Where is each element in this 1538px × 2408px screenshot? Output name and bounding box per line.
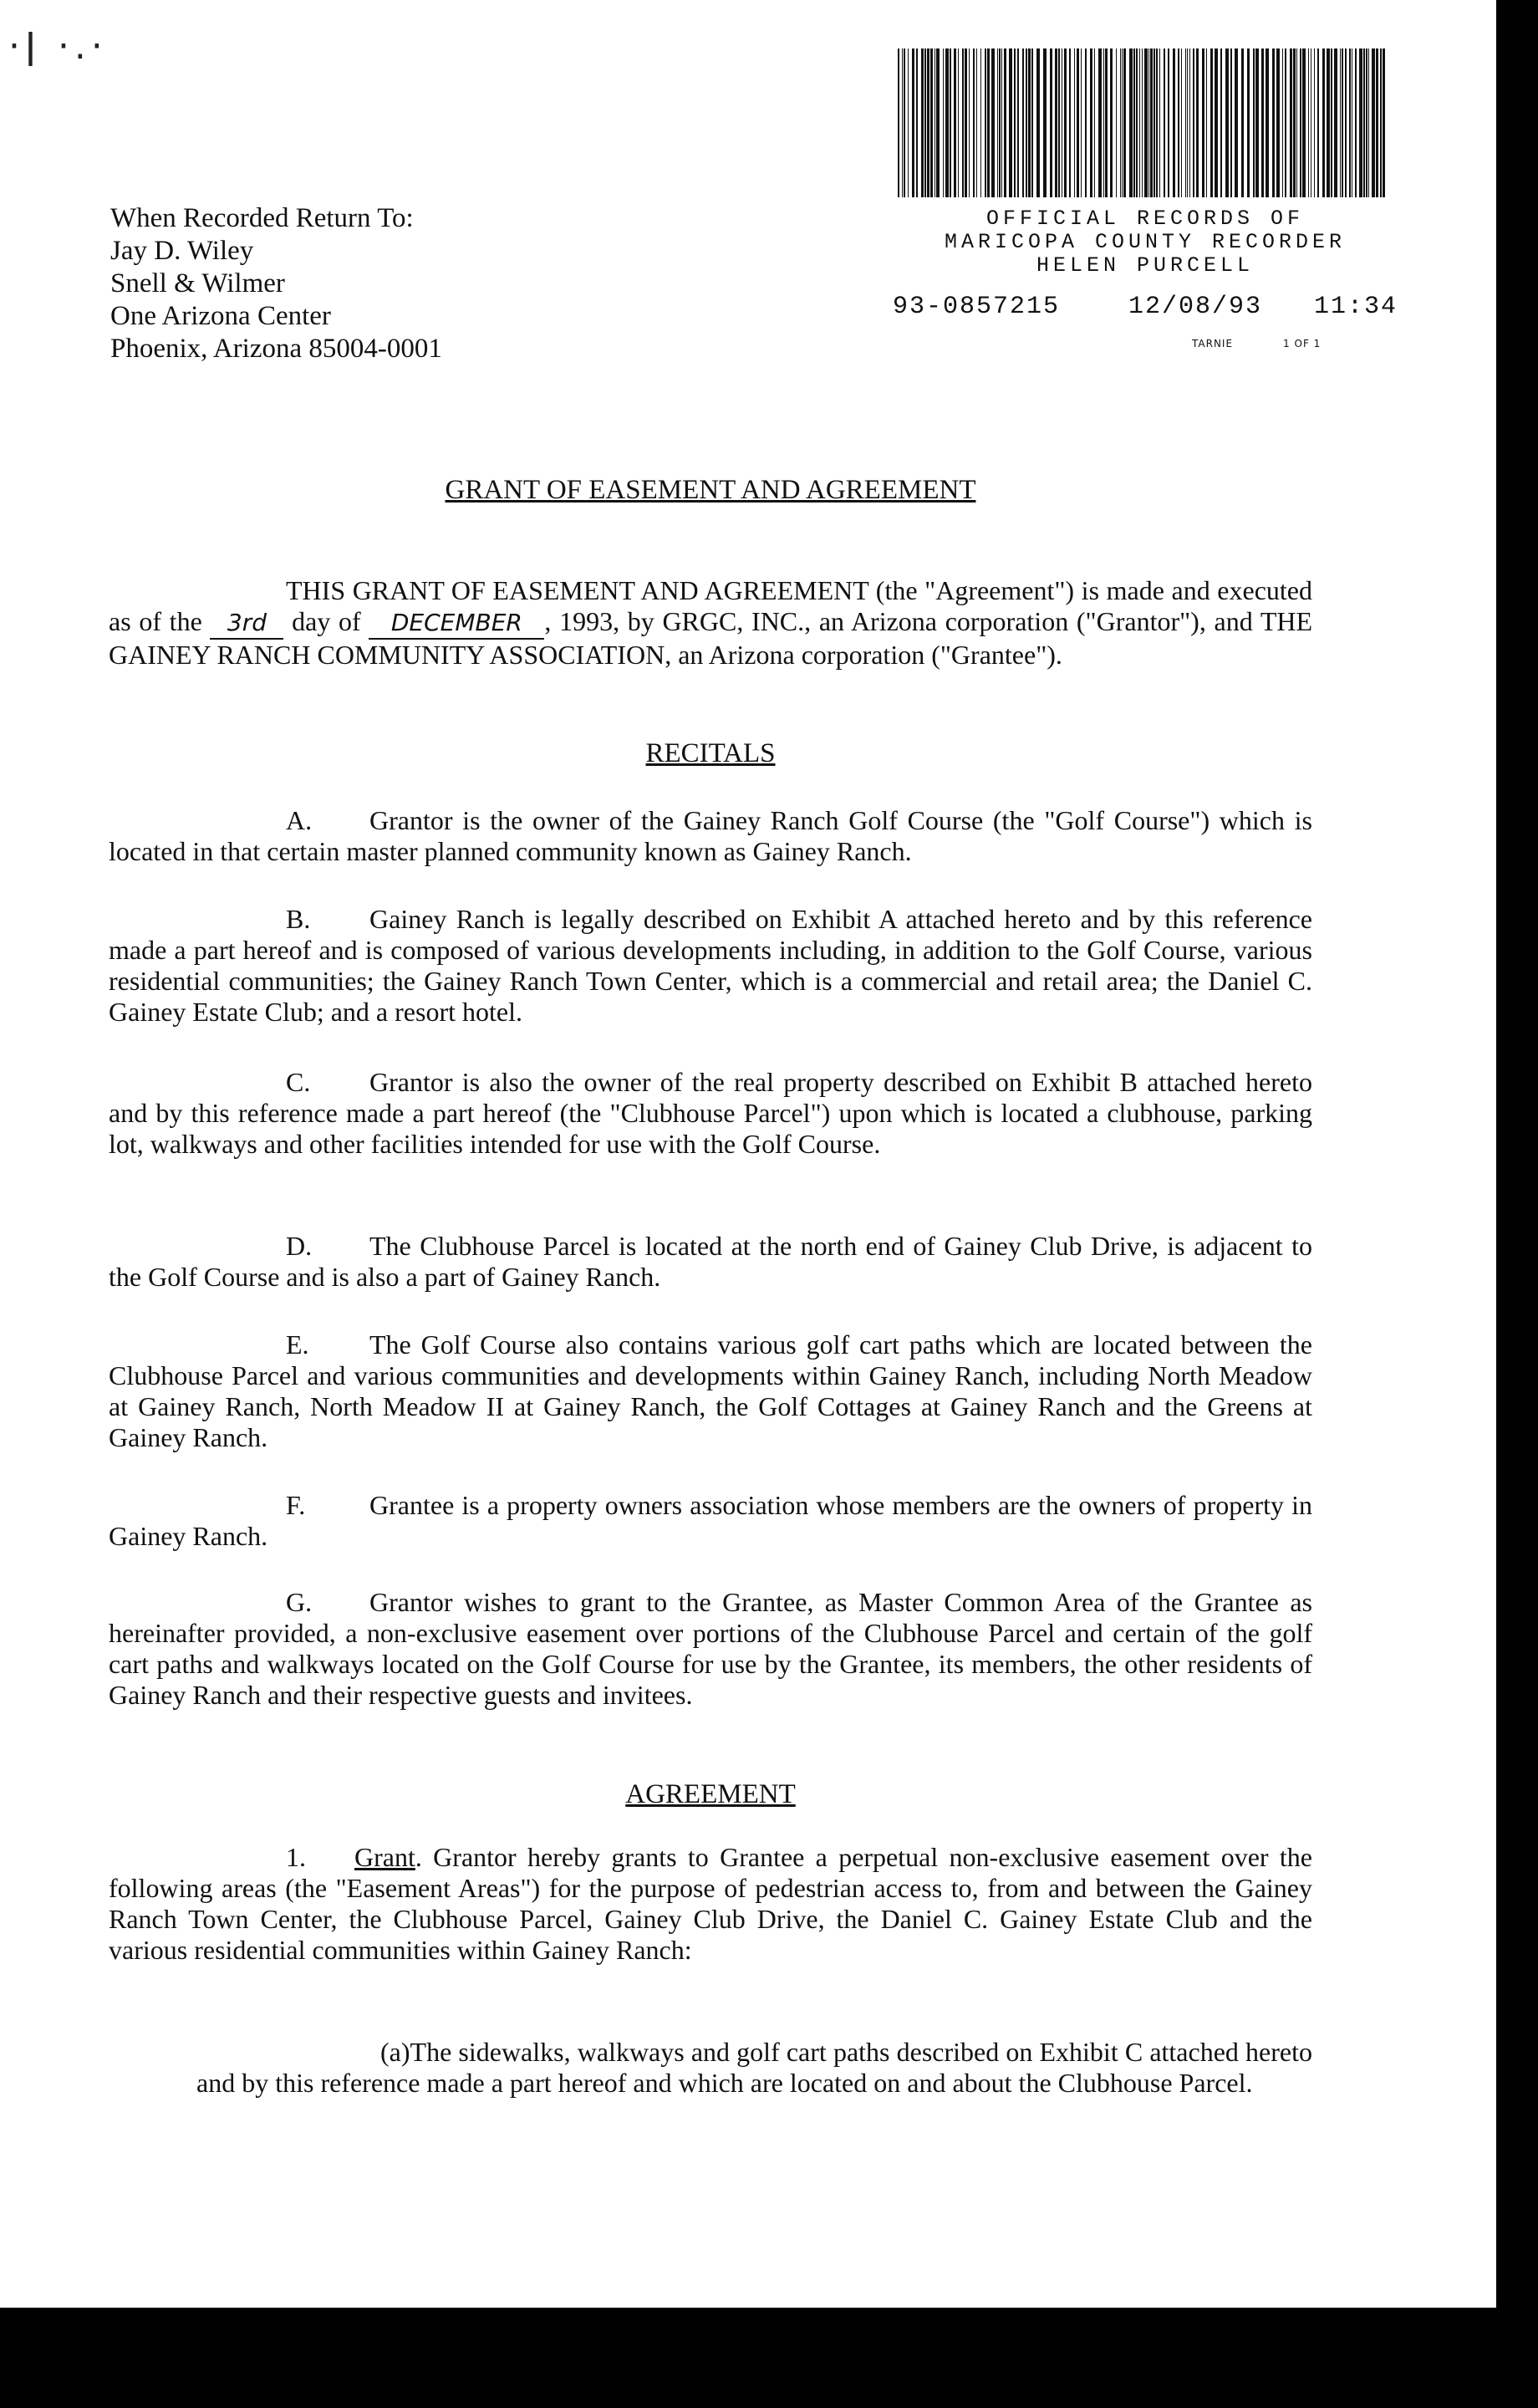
intro-text-1: THIS GRANT OF EASEMENT AND AGREEMENT (the "Agreement") is made and executed as of the xyxy=(109,575,1312,636)
recital-text: Grantor is also the owner of the real property described on Exhibit B attached hereto and by this reference made a part hereof (the "Clubhouse Parcel") upon which is located a clubhouse, parking lot, walkways and other facilities intended for use with the Golf Course. xyxy=(109,1067,1312,1159)
recital-text: The Clubhouse Parcel is located at the north end of Gainey Club Drive, is adjacent to the Golf Course and is also a part of Gainey Ranch. xyxy=(109,1231,1312,1292)
recital-f xyxy=(109,1490,1312,1552)
handwritten-day: 3rd xyxy=(210,607,283,640)
recital-label: F. xyxy=(286,1490,306,1520)
recorder-line: MARICOPA COUNTY RECORDER xyxy=(944,230,1347,254)
section-text: . Grantor hereby grants to Grantee a perpetual non-exclusive easement over the following areas (the "Easement Areas") for the purpose of pedestrian access to, from and between the Gainey Ranch Town Center, the Clubhouse Parcel, Gainey Club Drive, the Daniel C. Gainey Estate Club and the various residential communities within Gainey Ranch: xyxy=(109,1842,1312,1965)
recorder-footer xyxy=(1192,338,1371,349)
scan-border-right xyxy=(1496,0,1538,2408)
recording-time: 11:34 xyxy=(1314,293,1398,321)
recital-text: The Golf Course also contains various golf cart paths which are located between the Clubhouse Parcel and various communities and developments within Gainey Ranch, including North Meadow at Gainey Ranch, North Meadow II at Gainey Ranch, the Golf Cottages at Gainey Ranch and the Greens at Gainey Ranch. xyxy=(109,1329,1312,1452)
handwritten-month: DECEMBER xyxy=(369,607,544,640)
recitals-heading: RECITALS xyxy=(645,738,776,768)
intro-text-3: , 1993, by GRGC, INC., an Arizona corporation ("Grantor"), and THE GAINEY RANCH COMMUNITY ASSOCIATION, an Arizona corporation ("Grantee"). xyxy=(109,606,1313,670)
recital-e xyxy=(109,1329,1312,1453)
recital-b xyxy=(109,904,1312,1028)
subsection-label: (a) xyxy=(380,2037,410,2067)
recital-d xyxy=(109,1231,1312,1293)
recorder-page-count: 1 OF 1 xyxy=(1283,338,1322,349)
recital-c xyxy=(109,1067,1312,1160)
recording-date: 12/08/93 xyxy=(1128,293,1263,321)
recital-label: B. xyxy=(286,904,311,934)
return-to-line: One Arizona Center xyxy=(110,301,331,331)
recorder-clerk: TARNIE xyxy=(1192,338,1234,349)
recital-text: Grantee is a property owners association whose members are the owners of property in Gainey Ranch. xyxy=(109,1490,1312,1551)
return-to-line: Snell & Wilmer xyxy=(110,268,285,298)
recital-label: G. xyxy=(286,1587,313,1617)
scan-border-bottom xyxy=(0,2308,1538,2408)
section-heading: Grant xyxy=(354,1842,415,1872)
recorder-line: HELEN PURCELL xyxy=(1036,253,1255,278)
subsection-text: The sidewalks, walkways and golf cart paths described on Exhibit C attached hereto and by this reference made a part hereof and which are located on and about the Clubhouse Parcel. xyxy=(196,2037,1312,2098)
recital-a xyxy=(109,805,1312,867)
recorder-stamp xyxy=(886,207,1404,278)
recital-label: A. xyxy=(286,805,313,835)
recorder-line: OFFICIAL RECORDS OF xyxy=(985,207,1305,231)
barcode xyxy=(894,48,1388,197)
recital-text: Grantor is the owner of the Gainey Ranch Golf Course (the "Golf Course") which is located in that certain master planned community known as Gainey Ranch. xyxy=(109,805,1312,866)
recital-text: Grantor wishes to grant to the Grantee, as Master Common Area of the Grantee as hereinafter provided, a non-exclusive easement over portions of the Clubhouse Parcel and certain of the golf cart paths and walkways located on the Golf Course for use by the Grantee, its members, the other residents of Gainey Ranch and their respective guests and invitees. xyxy=(109,1587,1312,1710)
section-number: 1. xyxy=(286,1842,306,1872)
section-1 xyxy=(109,1842,1312,1966)
intro-text-2: day of xyxy=(283,606,369,636)
scan-specks: ·ǀ ·.· xyxy=(8,25,108,68)
recital-text: Gainey Ranch is legally described on Exhibit A attached hereto and by this reference made a part hereof and is composed of various developments including, in addition to the Golf Course, various residential communities; the Gainey Ranch Town Center, which is a commercial and retail area; the Daniel C. Gainey Estate Club; and a resort hotel. xyxy=(109,904,1312,1027)
recording-number: 93-0857215 xyxy=(893,293,1061,321)
return-to-line: When Recorded Return To: xyxy=(110,203,414,233)
return-to-block xyxy=(110,202,442,365)
return-to-line: Phoenix, Arizona 85004-0001 xyxy=(110,334,442,364)
agreement-heading: AGREEMENT xyxy=(625,1779,796,1809)
recital-label: C. xyxy=(286,1067,311,1097)
intro-paragraph xyxy=(109,575,1312,671)
recital-label: D. xyxy=(286,1231,313,1261)
recital-label: E. xyxy=(286,1329,309,1360)
recital-g xyxy=(109,1587,1312,1711)
subsection-a xyxy=(196,2037,1312,2099)
return-to-line: Jay D. Wiley xyxy=(110,236,254,266)
document-title: GRANT OF EASEMENT AND AGREEMENT xyxy=(445,475,976,505)
